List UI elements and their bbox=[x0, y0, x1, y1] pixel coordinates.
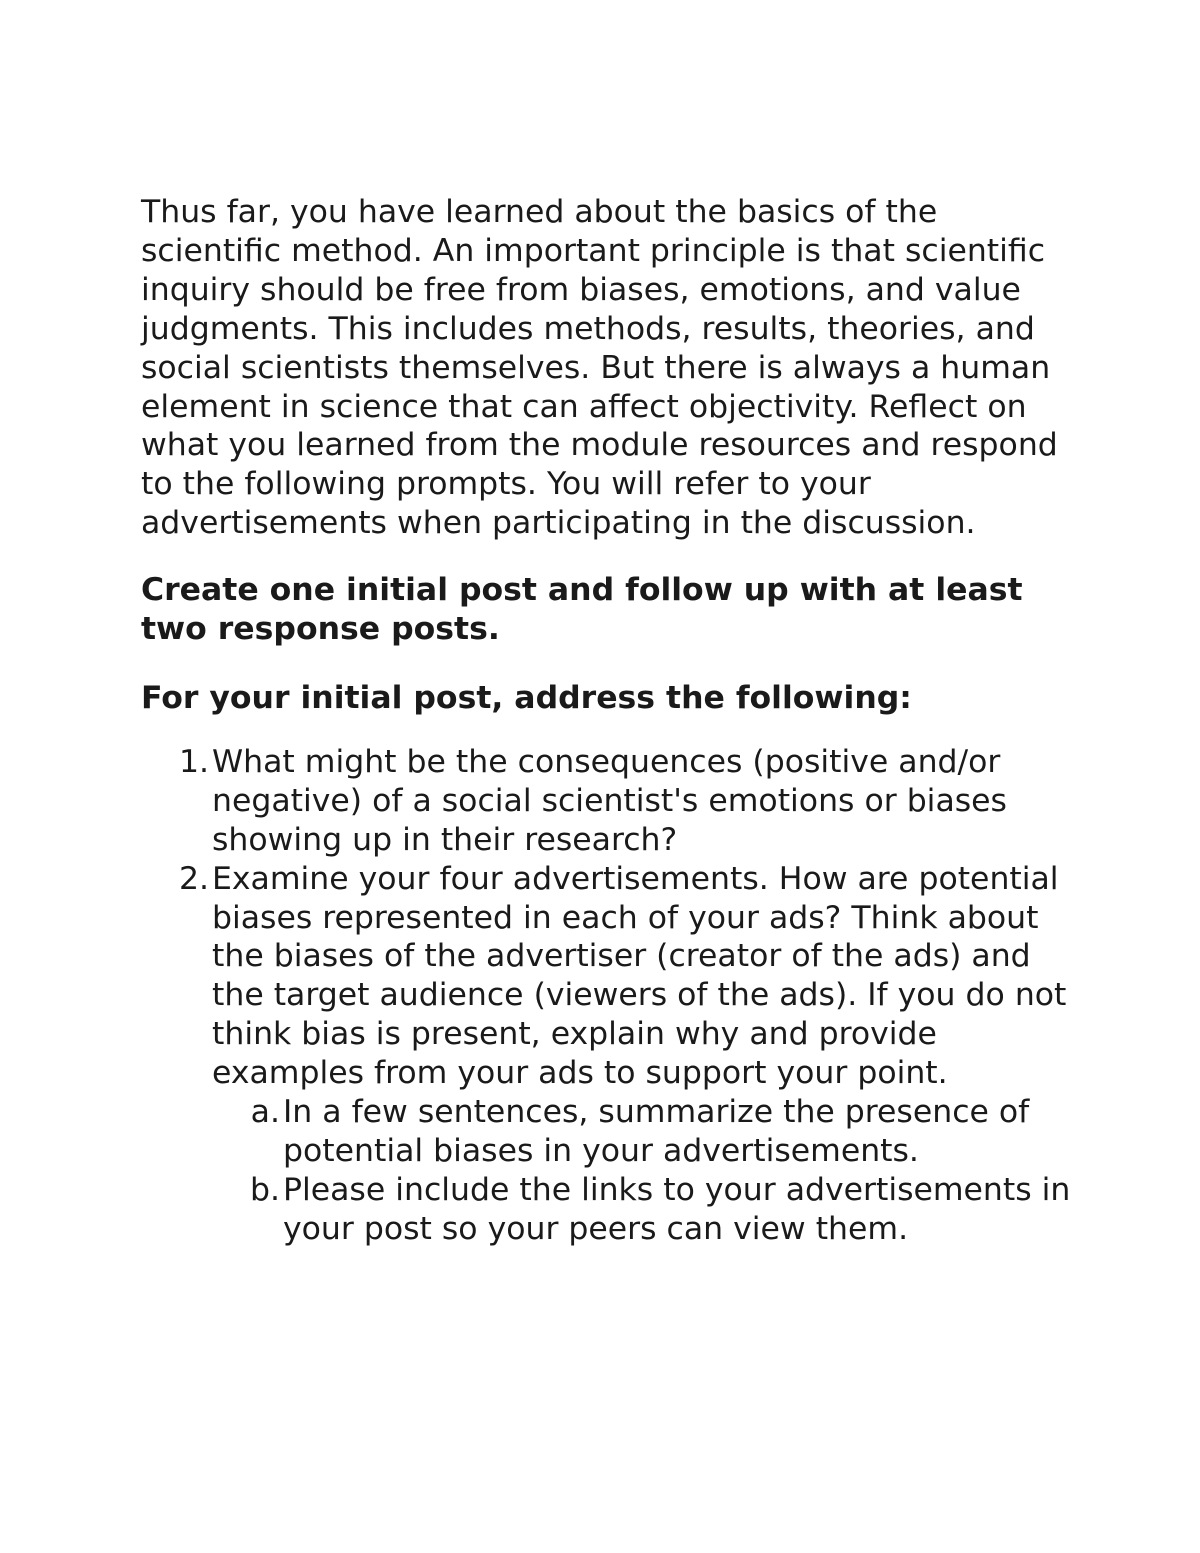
prompt-item-1 bbox=[141, 743, 1081, 860]
list-marker: 2. bbox=[178, 860, 209, 897]
document-page bbox=[141, 193, 1081, 1249]
prompts-heading: For your initial post, address the following: bbox=[141, 679, 912, 716]
prompt-text: What might be the consequences (positive and/or negative) of a social scientist's emotions or biases showing up in their research? bbox=[212, 743, 1007, 858]
prompt-list bbox=[141, 743, 1081, 1249]
subprompt-item-a bbox=[212, 1093, 1081, 1171]
subprompt-list bbox=[212, 1093, 1081, 1249]
prompt-text: Examine your four advertisements. How are potential biases represented in each of your ads? Think about the biases of the advertiser (creator of the ads) and the target audience (viewers of the ads). If you do not think bias is present, explain why and provide examples from your ads to support your point. bbox=[212, 860, 1067, 1092]
intro-paragraph: Thus far, you have learned about the basics of the scientific method. An important principle is that scientific inquiry should be free from biases, emotions, and value judgments. This includes methods, results, theories, and social scientists themselves. But there is always a human element in science that can affect objectivity. Reflect on what you learned from the module resources and respond to the following prompts. You will refer to your advertisements when participating in the discussion. bbox=[141, 194, 1058, 542]
prompt-item-2 bbox=[141, 860, 1081, 1249]
list-marker: 1. bbox=[178, 743, 209, 780]
subprompt-item-b bbox=[212, 1171, 1081, 1249]
post-instruction: Create one initial post and follow up with at least two response posts. bbox=[141, 572, 1023, 648]
subprompt-text: Please include the links to your advertisements in your post so your peers can view them. bbox=[283, 1171, 1071, 1247]
subprompt-text: In a few sentences, summarize the presence of potential biases in your advertisements. bbox=[283, 1094, 1030, 1169]
list-marker: b. bbox=[249, 1171, 280, 1208]
list-marker: a. bbox=[250, 1094, 280, 1131]
